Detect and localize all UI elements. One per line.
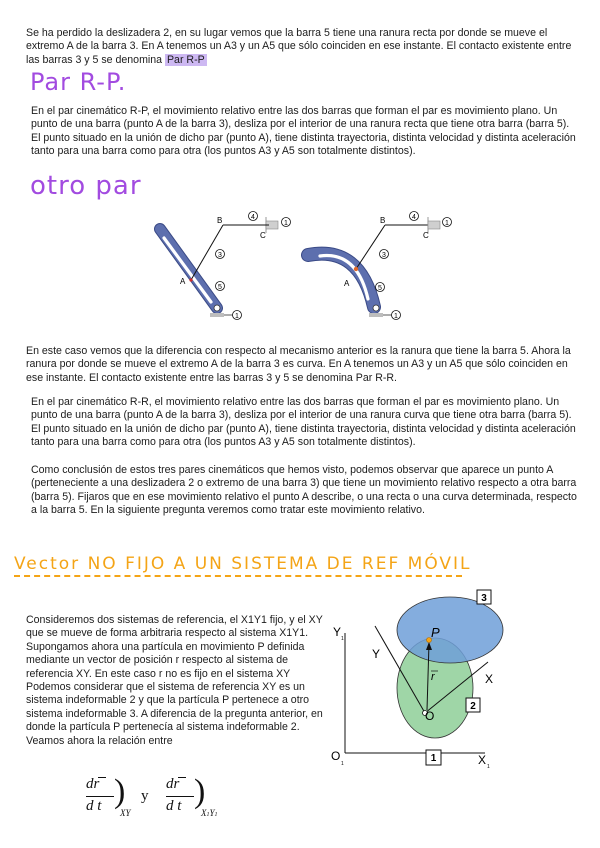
handwritten-heading-vector: Vector NO FIJO A UN SISTEMA DE REF MÓVIL xyxy=(14,554,472,574)
mechanism-diagrams xyxy=(140,205,460,333)
bar-label-4-right: 4 xyxy=(412,214,416,221)
mechanism-straight-slot xyxy=(160,212,291,321)
fixed-label-1-right: 1 xyxy=(445,220,449,227)
bracket-2: ) xyxy=(194,773,206,810)
reference-systems-paragraph: Consideremos dos sistemas de referencia, el X1Y1 fijo, y el XY que se mueve de forma arbitraria respecto al sistema X1Y1. Supongamos ahora una partícula en movimiento P definida mediante un vector de posición r respecto al sistema de referencia XY. En este caso r no es fijo en el sistema XY Podemos considerar que el sistema de referencia XY es un sistema indeformable 2 y que la partícula P pertenece a otro sistema indeformable 3. A diferencia de la pregunta anterior, en donde la partícula P pertenecía al sistema indeformable 2. Veamos ahora la relación entre xyxy=(26,614,323,747)
handwritten-note-par-rp: Par R-P. xyxy=(30,68,127,96)
par-rr-description: En el par cinemático R-R, el movimiento relativo entre las dos barras que forman el par es movimiento plano. Un punto de una barra (punto A de la barra 3), desliza por el interior de una ranura curva que tiene otra barra (barra 5). El punto situado en la unión de dicho par (punto A), tiene distinta trayectoria, distinta velocidad y distinta aceleración tanto para una barra como para otra (los puntos A3 y A5 son totalmente distintos). xyxy=(31,396,576,449)
fixed-label-1-left: 1 xyxy=(284,220,288,227)
bar-label-5-left: 5 xyxy=(218,284,222,291)
bracket-1: ) xyxy=(114,773,126,810)
label-C-right: C xyxy=(423,231,429,240)
label-A-left: A xyxy=(180,277,186,286)
axis-label-X1-sub: 1 xyxy=(487,764,490,770)
axis-label-X1: X xyxy=(478,753,487,767)
first-derivative: dr xyxy=(86,776,100,792)
ground-label-1: 1 xyxy=(235,313,239,320)
denominator-2: d t xyxy=(166,798,182,814)
fraction-bar-1 xyxy=(86,796,114,797)
axis-label-Y1-sub: 1 xyxy=(341,636,344,642)
denominator-1: d t xyxy=(86,798,102,814)
vector-arrow-2 xyxy=(178,777,186,778)
axis-label-Y1: Y xyxy=(333,625,342,639)
bar-label-4-left: 4 xyxy=(251,214,255,221)
reference-frames-figure xyxy=(325,588,505,772)
conjunction-y: y xyxy=(141,788,149,804)
point-label-P: P xyxy=(431,625,440,640)
derivative-formula xyxy=(86,773,246,836)
heading-underline xyxy=(14,575,462,577)
vector-label-r: r xyxy=(431,671,435,683)
conclusion-paragraph: Como conclusión de estos tres pares cinemáticos que hemos visto, podemos observar que aparece un punto A (perteneciente a una deslizadera 2 o extremo de una barra 3) que tiene un movimiento relativo respecto a otra barra (barra 5). Fijaros que en ese movimiento relativo el punto A describe, o una recta o una curva determinada, respecto a la barra 5. En la siguiente pregunta veremos como tratar este movimiento relativo. xyxy=(31,464,577,517)
par-rp-highlight: Par R-P xyxy=(166,53,205,66)
axis-label-Y: Y xyxy=(372,647,381,661)
label-B-right: B xyxy=(380,216,386,225)
label-B-left: B xyxy=(217,216,223,225)
bar-label-3-right: 3 xyxy=(382,252,386,259)
subscript-x1y1: X1Y1 xyxy=(201,808,218,818)
body-label-1: 1 xyxy=(430,753,437,764)
origin-label-O: O xyxy=(425,709,435,723)
subscript-xy: XY xyxy=(120,808,131,818)
bar-label-5-right: 5 xyxy=(378,285,382,292)
label-A-right: A xyxy=(344,279,350,288)
par-rp-description: En el par cinemático R-P, el movimiento relativo entre las dos barras que forman el par es movimiento plano. Un punto de una barra (punto A de la barra 3), desliza por el interior de una ranura recta que tiene otra barra (barra 5). El punto situado en la unión de dicho par (punto A), tiene distinta trayectoria, distinta velocidad y distinta aceleración tanto para una barra como para otra (los puntos A3 y A5 son totalmente distintos). xyxy=(31,105,576,158)
bar-label-3-left: 3 xyxy=(218,252,222,259)
curved-slot-paragraph: En este caso vemos que la diferencia con respecto al mecanismo anterior es la ranura que tiene la barra 5. Ahora la ranura por donde se mueve el extremo A de la barra 3 es curva. En A tenemos un A3 y un A5 que sólo coinciden en ese instante. El contacto existente entre las barras 3 y 5 se denomina Par R-R. xyxy=(26,345,571,384)
body-label-2: 2 xyxy=(470,701,476,712)
intro-text: Se ha perdido la deslizadera 2, en su lugar vemos que la barra 5 tiene una ranura recta por donde se mueve el extremo A de la barra 3. En A tenemos un A3 y un A5 que sólo coinciden en ese instante. El contacto existente entre las barras 3 y 5 se denomina xyxy=(26,27,572,66)
ground-label-1-right: 1 xyxy=(394,313,398,320)
body-label-3: 3 xyxy=(481,593,487,604)
intro-paragraph xyxy=(26,27,586,67)
fraction-bar-2 xyxy=(166,796,194,797)
handwritten-note-otro-par: otro par xyxy=(30,171,142,201)
axis-label-X: X xyxy=(485,672,494,686)
vector-arrow-1 xyxy=(98,777,106,778)
mechanism-curved-slot xyxy=(308,212,452,321)
second-derivative: dr xyxy=(166,776,180,792)
origin-label-O1-sub: 1 xyxy=(341,761,344,767)
origin-label-O1: O xyxy=(331,749,341,763)
label-C-left: C xyxy=(260,231,266,240)
